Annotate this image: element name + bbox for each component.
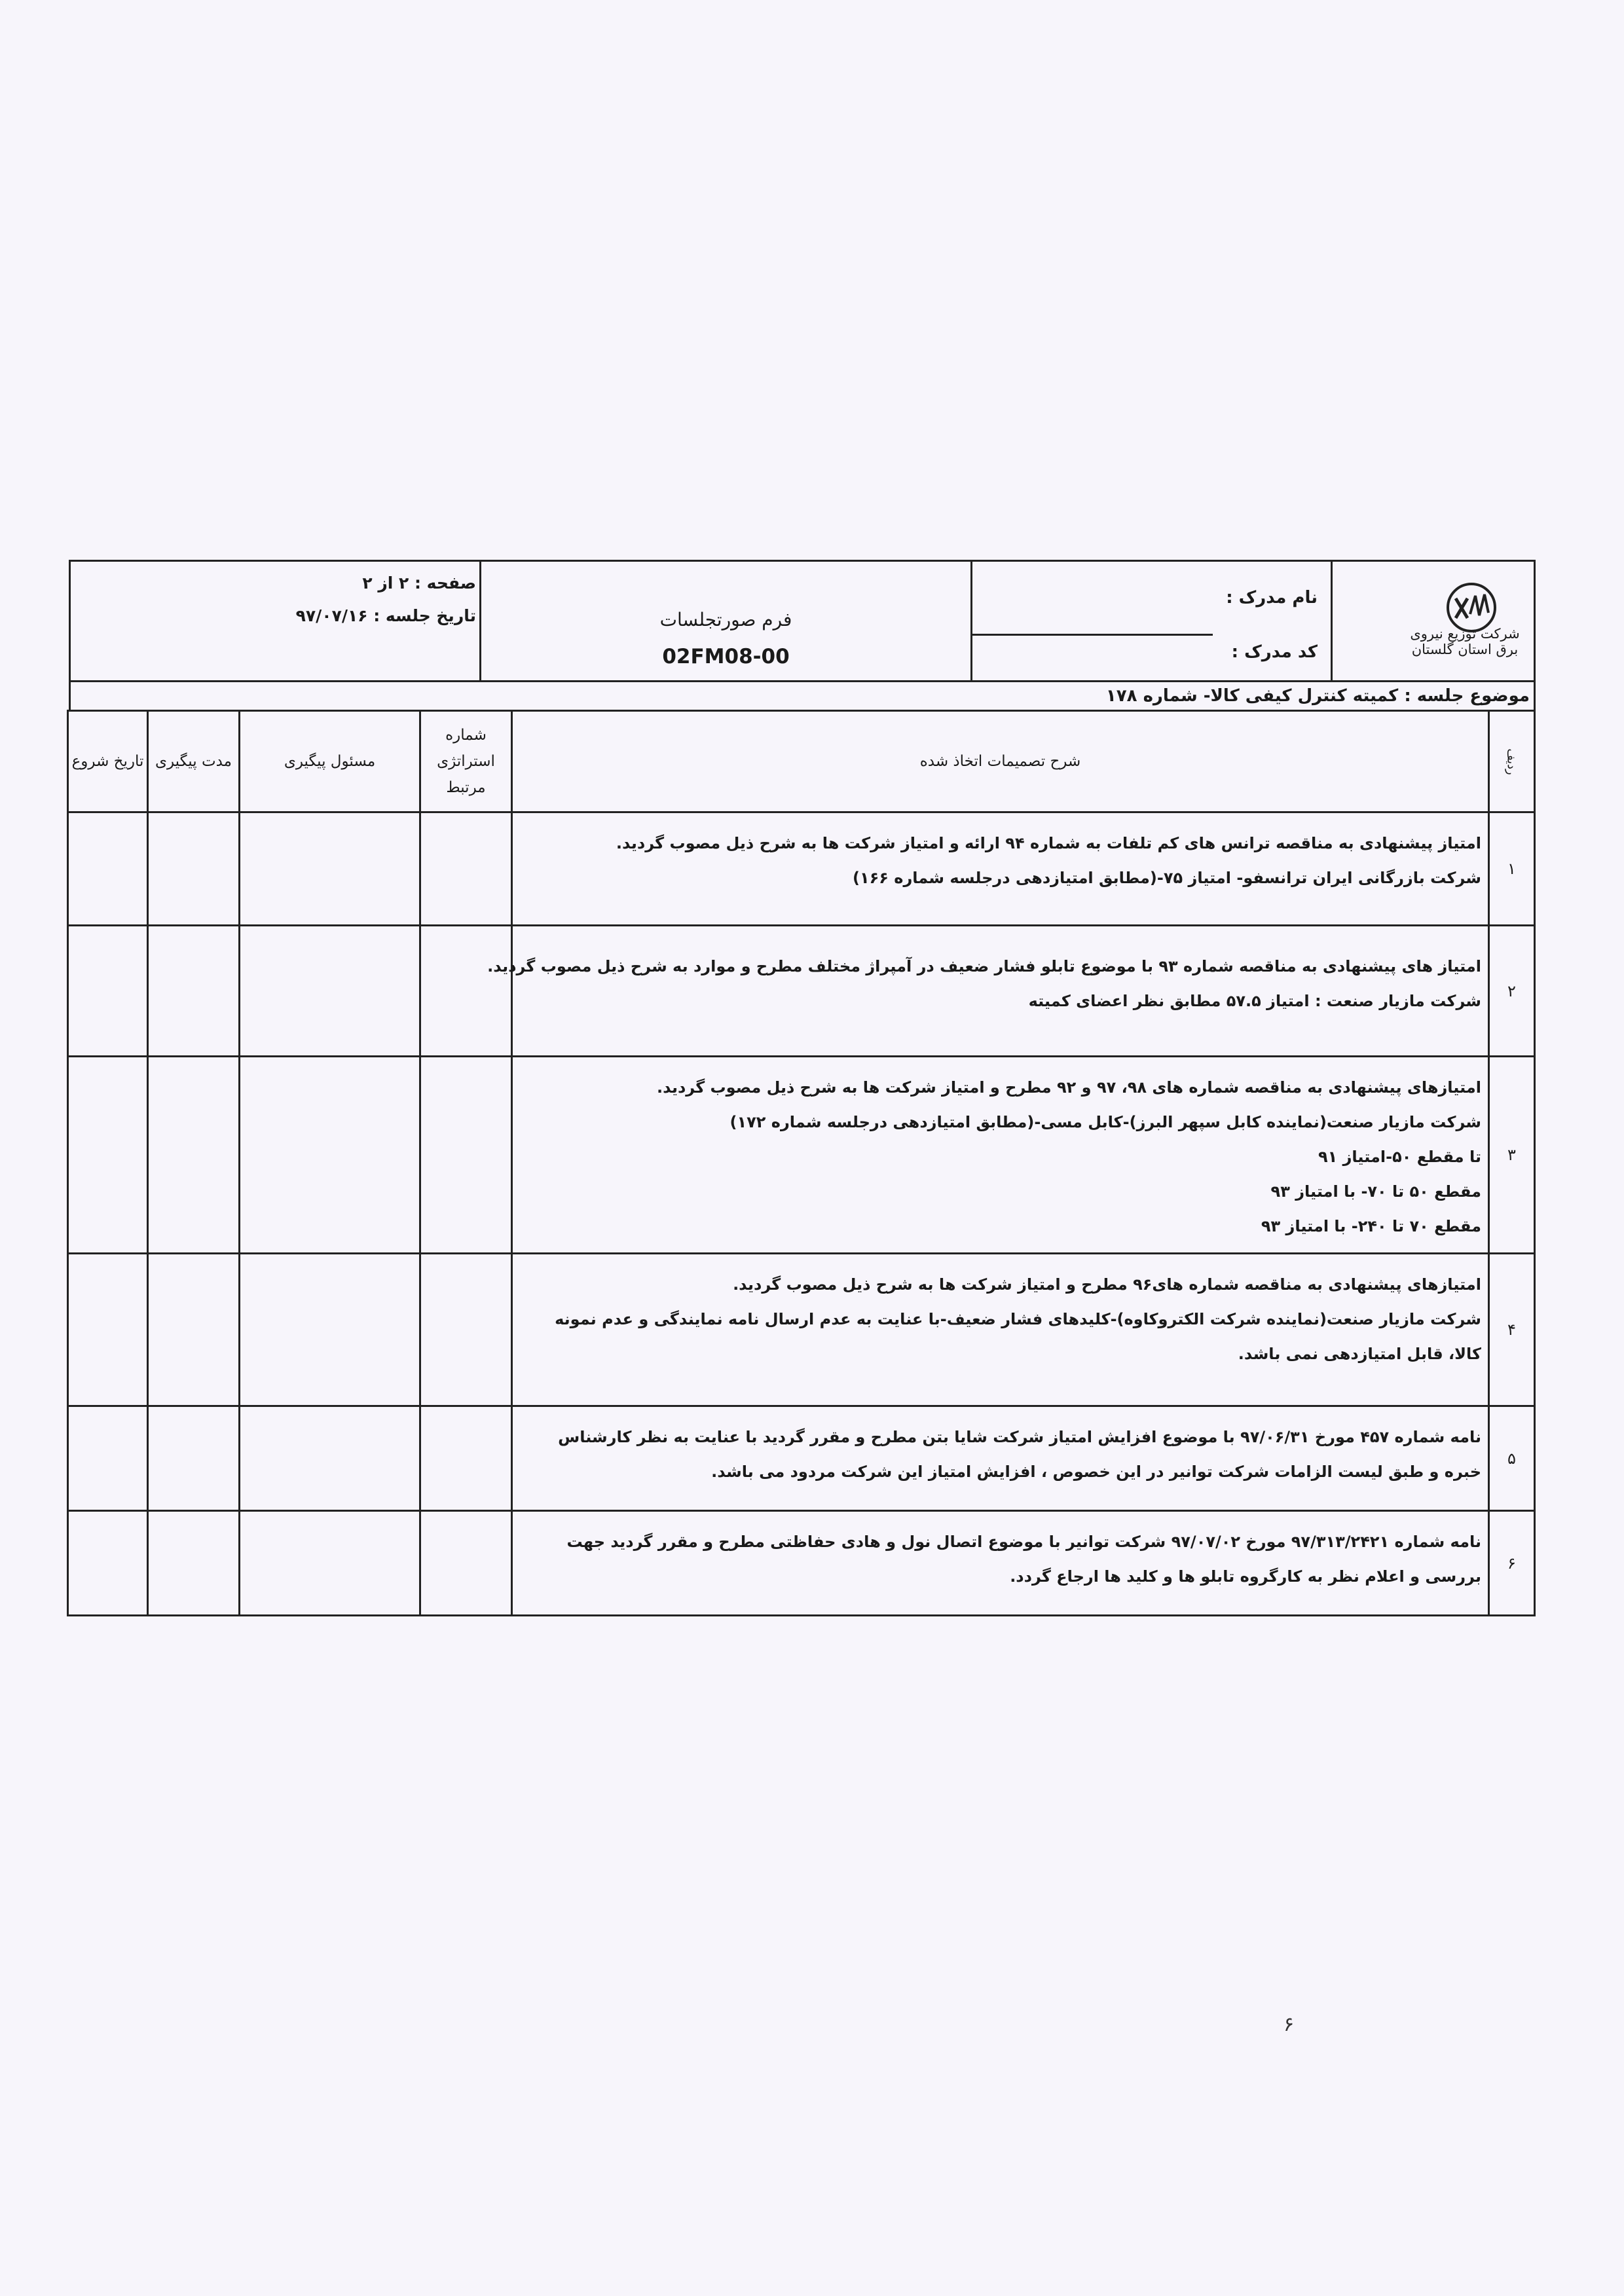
table-row (68, 926, 1535, 1057)
col-header-decisions: شرح تصمیمات اتخاذ شده (512, 711, 1489, 812)
duration-cell (148, 1511, 240, 1616)
decision-line: نامه شماره ۴۵۷ مورخ ۹۷/۰۶/۳۱ با موضوع افزایش امتیاز شرکت شایا بتن مطرح و مقرر گردید با عنایت به نظر کارشناس خبره و طبق لیست الزامات شرکت توانیر در این خصوص ، افزایش امتیاز این شرکت مردود می باشد. (558, 1428, 1481, 1481)
col-header-start-date: تاریخ شروع (68, 711, 148, 812)
meeting-subject: موضوع جلسه : کمیته کنترل کیفی کالا- شماره ۱۷۸ (69, 682, 1536, 712)
strategy-cell (420, 926, 512, 1057)
decision-line: امتیازهای پیشنهادی به مناقصه شماره های ۹۸، ۹۷ و ۹۲ مطرح و امتیاز شرکت ها به شرح ذیل مصوب گردید. (656, 1078, 1481, 1097)
duration-cell (148, 926, 240, 1057)
minutes-form (69, 560, 1536, 1616)
logo-cell (1331, 562, 1534, 680)
col-header-row-number: ردیف (1489, 711, 1535, 812)
strategy-cell (420, 1254, 512, 1406)
strategy-cell (420, 812, 512, 926)
table-row (68, 1057, 1535, 1254)
divider (972, 634, 1213, 636)
meeting-date: تاریخ جلسه : ۹۷/۰۷/۱۶ (295, 606, 476, 625)
duration-cell (148, 812, 240, 926)
decision-line: شرکت مازیار صنعت(نماینده شرکت الکتروکاوه)-کلیدهای فشار ضعیف-با عنایت به عدم ارسال نامه نمایندگی و عدم نمونه کالا، قابل امتیازدهی نمی باشد. (555, 1310, 1481, 1363)
decision-line: شرکت مازیار صنعت(نماینده کابل سپهر البرز)-کابل مسی-(مطابق امتیازدهی درجلسه شماره ۱۷۲) (729, 1113, 1481, 1131)
strategy-cell (420, 1511, 512, 1616)
form-title: فرم صورتجلسات (659, 609, 792, 630)
table-row (68, 1511, 1535, 1616)
row-number: ۳ (1489, 1057, 1535, 1254)
form-code: 02FM08-00 (662, 645, 790, 668)
page-mark: ۶ (1283, 2013, 1295, 2036)
decision-line: نامه شماره ۹۷/۳۱۳/۲۴۲۱ مورخ ۹۷/۰۷/۰۲ شرکت توانیر با موضوع اتصال نول و هادی حفاظتی مطرح و مقرر گردید جهت بررسی و اعلام نظر به کارگروه تابلو ها و کلید ها ارجاع گردد. (566, 1533, 1481, 1586)
company-name: شرکت توزیع نیروی برق استان گلستان (1410, 626, 1520, 658)
decision-text (512, 812, 1489, 926)
decision-line: مقطع ۷۰ تا ۲۴۰- با امتیاز ۹۳ (1261, 1217, 1481, 1235)
responsible-cell (240, 1511, 420, 1616)
strategy-cell (420, 1406, 512, 1511)
page-info-cell (71, 562, 479, 680)
responsible-cell (240, 1057, 420, 1254)
responsible-cell (240, 926, 420, 1057)
document-info-cell (970, 562, 1331, 680)
start-date-cell (68, 1254, 148, 1406)
duration-cell (148, 1057, 240, 1254)
decision-line: شرکت مازیار صنعت : امتیاز ۵۷.۵ مطابق نظر اعضای کمیته (1028, 992, 1481, 1010)
responsible-cell (240, 1406, 420, 1511)
decision-line: امتیازهای پیشنهادی به مناقصه شماره های۹۶ مطرح و امتیاز شرکت ها به شرح ذیل مصوب گردید. (733, 1275, 1481, 1294)
row-number: ۶ (1489, 1511, 1535, 1616)
decision-line: مقطع ۵۰ تا ۷۰- با امتیاز ۹۳ (1270, 1182, 1481, 1201)
form-header (69, 560, 1536, 682)
page-number: صفحه : ۲ از ۲ (362, 574, 476, 592)
responsible-cell (240, 1254, 420, 1406)
start-date-cell (68, 1057, 148, 1254)
strategy-cell (420, 1057, 512, 1254)
doc-name-label: نام مدرک : (1226, 588, 1318, 608)
decision-line: شرکت بازرگانی ایران ترانسفو- امتیاز ۷۵-(مطابق امتیازدهی درجلسه شماره ۱۶۶) (853, 869, 1481, 887)
table-row (68, 812, 1535, 926)
decision-line: امتیاز پیشنهادی به مناقصه ترانس های کم تلفات به شماره ۹۴ ارائه و امتیاز شرکت ها به شرح ذیل مصوب گردید. (616, 834, 1481, 852)
decision-text (512, 1511, 1489, 1616)
row-number: ۵ (1489, 1406, 1535, 1511)
start-date-cell (68, 926, 148, 1057)
start-date-cell (68, 1511, 148, 1616)
row-number: ۴ (1489, 1254, 1535, 1406)
decision-text (487, 926, 1489, 1057)
start-date-cell (68, 812, 148, 926)
start-date-cell (68, 1406, 148, 1511)
decisions-table (67, 710, 1536, 1616)
decision-text (512, 1254, 1489, 1406)
decision-text (512, 1057, 1489, 1254)
col-header-duration: مدت پیگیری (148, 711, 240, 812)
col-header-strategy: شماره استراتژی مرتبط (420, 711, 512, 812)
title-cell (479, 562, 970, 680)
col-header-responsible: مسئول پیگیری (240, 711, 420, 812)
row-number: ۱ (1489, 812, 1535, 926)
responsible-cell (240, 812, 420, 926)
doc-code-label: کد مدرک : (1231, 642, 1318, 662)
duration-cell (148, 1254, 240, 1406)
row-number: ۲ (1489, 926, 1535, 1057)
decision-text (512, 1406, 1489, 1511)
table-header-row (68, 711, 1535, 812)
decision-line: تا مقطع ۵۰-امتیاز ۹۱ (1318, 1148, 1481, 1166)
table-row (68, 1254, 1535, 1406)
duration-cell (148, 1406, 240, 1511)
decision-line: امتیاز های پیشنهادی به مناقصه شماره ۹۳ با موضوع تابلو فشار ضعیف در آمپراژ مختلف مطرح و موارد به شرح ذیل مصوب گردید. (487, 957, 1481, 975)
table-row (68, 1406, 1535, 1511)
